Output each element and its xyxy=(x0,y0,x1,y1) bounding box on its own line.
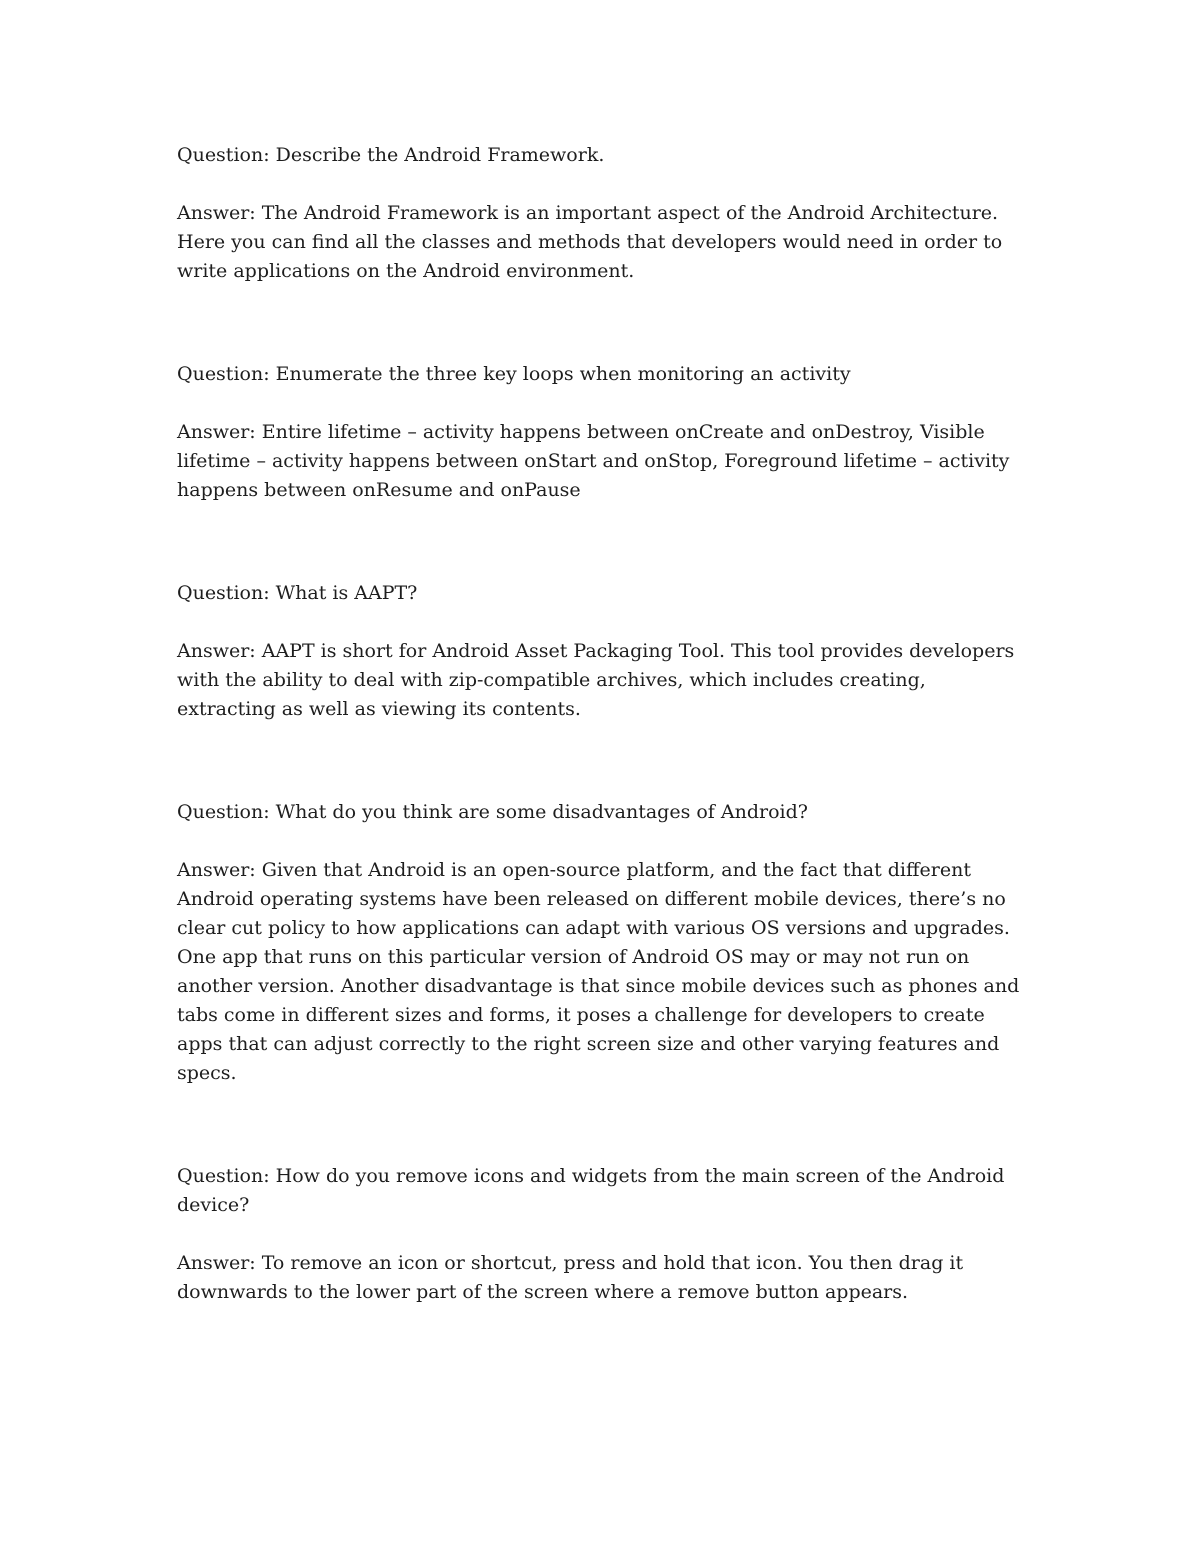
answer-text: Answer: The Android Framework is an important aspect of the Android Architecture. Here you can find all the classes and methods that developers would need in order to write applications on the Android environment. xyxy=(177,202,1003,282)
answer-text: Answer: AAPT is short for Android Asset Packaging Tool. This tool provides developers with the ability to deal with zip-compatible archives, which includes creating, extracting as well as viewing its contents. xyxy=(177,640,1015,720)
question-text: Question: What is AAPT? xyxy=(177,582,418,604)
answer-text: Answer: Given that Android is an open-source platform, and the fact that different Android operating systems have been released on different mobile devices, there’s no clear cut policy to how applications can adapt with various OS versions and upgrades. One app that runs on this particular version of Android OS may or may not run on another version. Another disadvantage is that since mobile devices such as phones and tabs come in different sizes and forms, it poses a challenge for developers to create apps that can adjust correctly to the right screen size and other varying features and specs. xyxy=(177,859,1020,1084)
question-text: Question: Enumerate the three key loops when monitoring an activity xyxy=(177,363,851,385)
qa-item xyxy=(177,579,1027,724)
answer-text: Answer: Entire lifetime – activity happens between onCreate and onDestroy, Visible lifetime – activity happens between onStart and onStop, Foreground lifetime – activity happens between onResume and onPause xyxy=(177,421,1010,501)
qa-item xyxy=(177,141,1027,286)
qa-item xyxy=(177,1162,1027,1307)
document-content xyxy=(177,141,1027,1307)
question-text: Question: Describe the Android Framework. xyxy=(177,144,605,166)
question-text: Question: What do you think are some disadvantages of Android? xyxy=(177,801,808,823)
question-text: Question: How do you remove icons and widgets from the main screen of the Android device? xyxy=(177,1165,1005,1216)
answer-text: Answer: To remove an icon or shortcut, press and hold that icon. You then drag it downwards to the lower part of the screen where a remove button appears. xyxy=(177,1252,964,1303)
qa-item xyxy=(177,798,1027,1088)
qa-item xyxy=(177,360,1027,505)
